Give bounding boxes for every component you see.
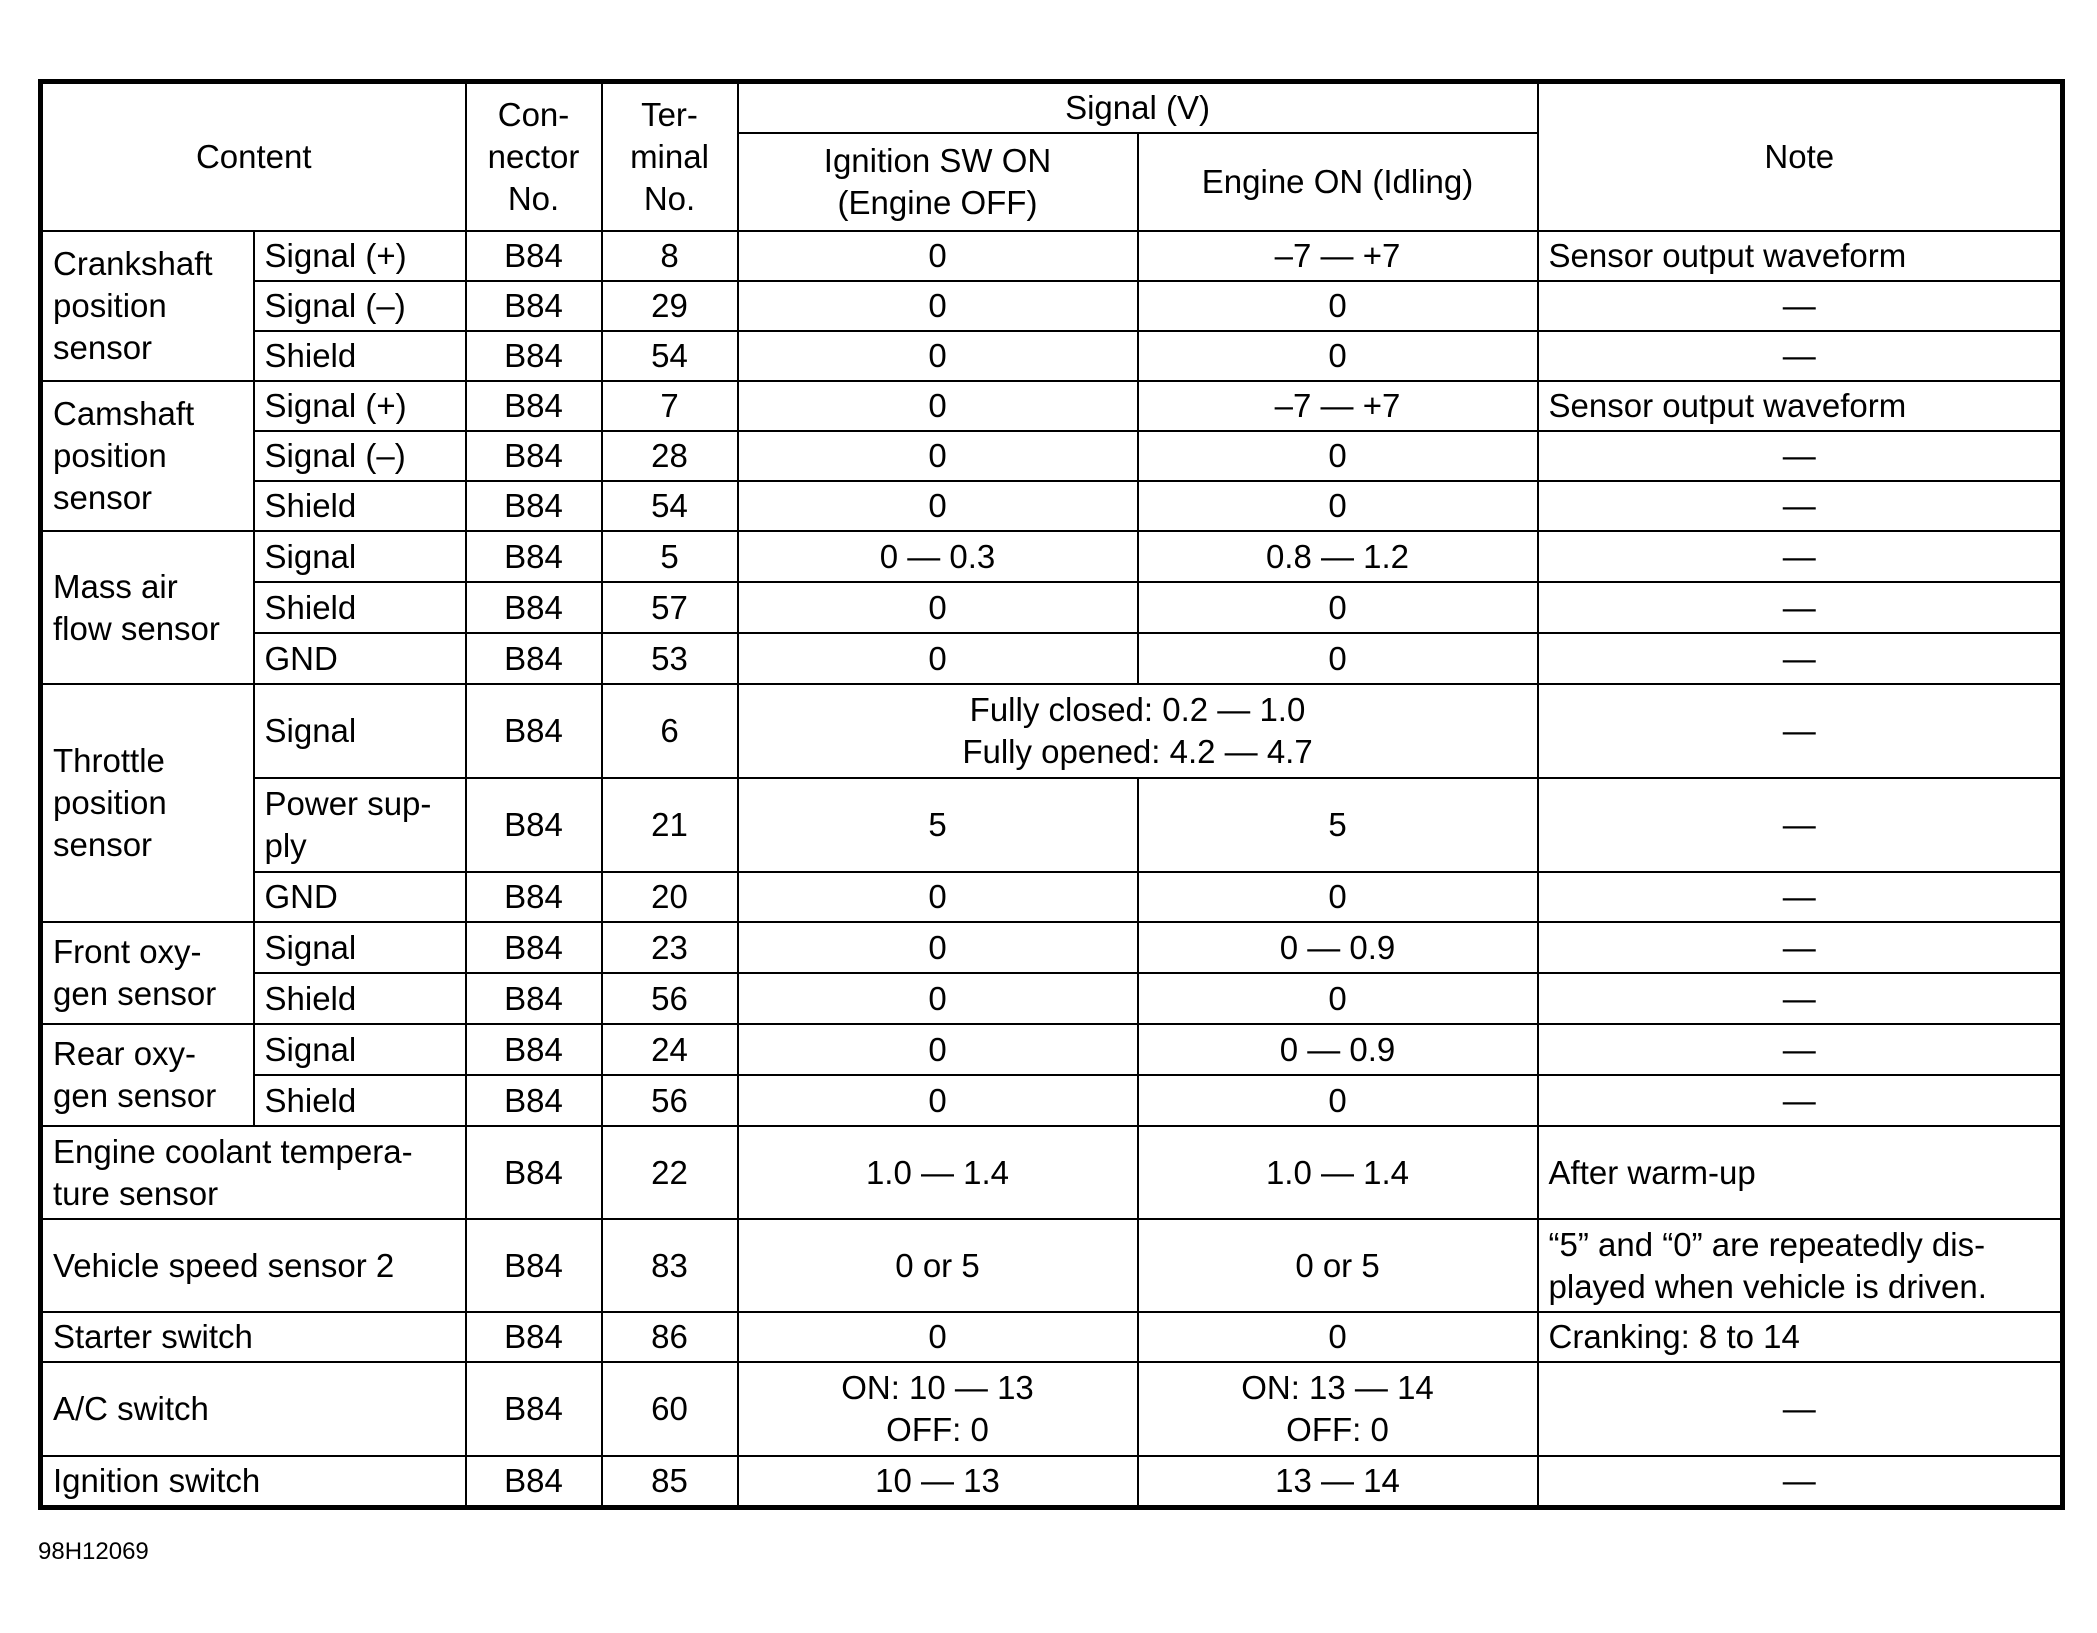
ignition-on-cell: 10 — 13 [738,1456,1138,1508]
connector-cell: B84 [466,872,602,922]
connector-cell: B84 [466,582,602,633]
terminal-cell: 23 [602,922,738,973]
table-row [41,1219,2063,1312]
note-cell: “5” and “0” are repeatedly dis- played when vehicle is driven. [1538,1219,2063,1312]
header-terminal: Ter- minal No. [602,82,738,232]
ignition-on-cell: 0 [738,872,1138,922]
row-group-label: Rear oxy- gen sensor [41,1024,254,1126]
terminal-cell: 83 [602,1219,738,1312]
connector-cell: B84 [466,973,602,1024]
note-cell: — [1538,582,2063,633]
terminal-cell: 20 [602,872,738,922]
table-row [41,778,2063,872]
terminal-cell: 5 [602,531,738,582]
connector-cell: B84 [466,1024,602,1075]
note-cell: — [1538,431,2063,481]
row-label: Ignition switch [41,1456,466,1508]
terminal-cell: 28 [602,431,738,481]
connector-cell: B84 [466,922,602,973]
row-label: Starter switch [41,1312,466,1362]
engine-on-cell: 0 [1138,1075,1538,1126]
connector-cell: B84 [466,431,602,481]
table-row [41,1075,2063,1126]
connector-cell: B84 [466,778,602,872]
ignition-on-cell: 0 [738,331,1138,381]
ignition-on-cell: 0 [738,381,1138,431]
table-row [41,281,2063,331]
table-row [41,231,2063,281]
document-code: 98H12069 [38,1538,149,1565]
connector-cell: B84 [466,281,602,331]
engine-on-cell: 0 [1138,481,1538,531]
note-cell: — [1538,481,2063,531]
note-cell: — [1538,633,2063,684]
note-cell: After warm-up [1538,1126,2063,1219]
note-cell: Sensor output waveform [1538,381,2063,431]
terminal-cell: 56 [602,1075,738,1126]
engine-on-cell: 0 [1138,973,1538,1024]
ignition-on-cell: 0 [738,922,1138,973]
ignition-on-cell: 1.0 — 1.4 [738,1126,1138,1219]
ignition-on-cell: 0 [738,1024,1138,1075]
connector-cell: B84 [466,1456,602,1508]
connector-cell: B84 [466,1312,602,1362]
note-cell: — [1538,973,2063,1024]
connector-cell: B84 [466,1362,602,1456]
row-group-label: Camshaft position sensor [41,381,254,531]
note-cell: — [1538,1362,2063,1456]
engine-on-cell: 0 [1138,582,1538,633]
row-sub-label: Shield [254,481,466,531]
ignition-on-cell: 0 or 5 [738,1219,1138,1312]
table-row [41,1456,2063,1508]
connector-cell: B84 [466,481,602,531]
engine-on-cell: –7 — +7 [1138,381,1538,431]
terminal-cell: 8 [602,231,738,281]
engine-on-cell: ON: 13 — 14 OFF: 0 [1138,1362,1538,1456]
engine-on-cell: –7 — +7 [1138,231,1538,281]
header-signal: Signal (V) [738,82,1538,134]
note-cell: — [1538,1075,2063,1126]
terminal-cell: 29 [602,281,738,331]
row-sub-label: Power sup- ply [254,778,466,872]
terminal-cell: 54 [602,331,738,381]
note-cell: — [1538,331,2063,381]
terminal-cell: 54 [602,481,738,531]
row-label: Vehicle speed sensor 2 [41,1219,466,1312]
row-sub-label: GND [254,633,466,684]
terminal-cell: 6 [602,684,738,778]
ignition-on-cell: 0 [738,281,1138,331]
engine-on-cell: 5 [1138,778,1538,872]
row-sub-label: Shield [254,331,466,381]
ignition-on-cell: ON: 10 — 13 OFF: 0 [738,1362,1138,1456]
table-row [41,481,2063,531]
engine-on-cell: 0 [1138,281,1538,331]
ignition-on-cell: 0 [738,633,1138,684]
row-sub-label: Signal (+) [254,381,466,431]
note-cell: — [1538,1456,2063,1508]
row-sub-label: Signal (+) [254,231,466,281]
note-cell: — [1538,778,2063,872]
ignition-on-cell: 0 [738,973,1138,1024]
header-row [41,82,2063,134]
table-row [41,531,2063,582]
header-content: Content [41,82,466,232]
engine-on-cell: 0 [1138,1312,1538,1362]
engine-on-cell: 0 [1138,633,1538,684]
table-row [41,582,2063,633]
note-cell: — [1538,922,2063,973]
connector-cell: B84 [466,1126,602,1219]
terminal-cell: 22 [602,1126,738,1219]
engine-on-cell: 0 — 0.9 [1138,1024,1538,1075]
table-row [41,872,2063,922]
row-group-label: Throttle position sensor [41,684,254,922]
table-row [41,1312,2063,1362]
table-row [41,684,2063,778]
row-group-label: Front oxy- gen sensor [41,922,254,1024]
table-row [41,973,2063,1024]
ignition-on-cell: 5 [738,778,1138,872]
row-sub-label: Shield [254,973,466,1024]
row-sub-label: Signal [254,531,466,582]
note-cell: — [1538,684,2063,778]
row-sub-label: Shield [254,582,466,633]
connector-cell: B84 [466,684,602,778]
ignition-on-cell: 0 [738,1312,1138,1362]
header-note: Note [1538,82,2063,232]
terminal-cell: 60 [602,1362,738,1456]
terminal-cell: 57 [602,582,738,633]
connector-cell: B84 [466,1075,602,1126]
header-ignition-on: Ignition SW ON (Engine OFF) [738,133,1138,231]
ignition-on-cell: 0 [738,1075,1138,1126]
terminal-cell: 24 [602,1024,738,1075]
row-sub-label: Signal [254,1024,466,1075]
row-sub-label: Shield [254,1075,466,1126]
table-row [41,1362,2063,1456]
row-sub-label: Signal [254,684,466,778]
table-row [41,381,2063,431]
engine-on-cell: 0.8 — 1.2 [1138,531,1538,582]
table-row [41,431,2063,481]
engine-on-cell: 0 — 0.9 [1138,922,1538,973]
header-connector: Con- nector No. [466,82,602,232]
connector-cell: B84 [466,331,602,381]
engine-on-cell: 0 [1138,331,1538,381]
connector-cell: B84 [466,381,602,431]
engine-on-cell: 0 [1138,431,1538,481]
table-row [41,633,2063,684]
header-engine-on: Engine ON (Idling) [1138,133,1538,231]
row-sub-label: GND [254,872,466,922]
note-cell: Cranking: 8 to 14 [1538,1312,2063,1362]
ignition-on-cell: 0 [738,231,1138,281]
engine-on-cell: 0 or 5 [1138,1219,1538,1312]
note-cell: — [1538,281,2063,331]
note-cell: — [1538,531,2063,582]
row-sub-label: Signal (–) [254,431,466,481]
connector-cell: B84 [466,633,602,684]
terminal-cell: 53 [602,633,738,684]
engine-on-cell: 0 [1138,872,1538,922]
row-label: Engine coolant tempera- ture sensor [41,1126,466,1219]
ignition-on-cell: 0 [738,481,1138,531]
note-cell: — [1538,1024,2063,1075]
table-row [41,1126,2063,1219]
terminal-cell: 86 [602,1312,738,1362]
note-cell: — [1538,872,2063,922]
row-sub-label: Signal [254,922,466,973]
table-row [41,1024,2063,1075]
terminal-cell: 56 [602,973,738,1024]
table-row [41,922,2063,973]
note-cell: Sensor output waveform [1538,231,2063,281]
terminal-cell: 21 [602,778,738,872]
terminal-cell: 7 [602,381,738,431]
signal-table [38,79,2065,1510]
row-sub-label: Signal (–) [254,281,466,331]
connector-cell: B84 [466,531,602,582]
row-group-label: Crankshaft position sensor [41,231,254,381]
merged-signal-cell: Fully closed: 0.2 — 1.0 Fully opened: 4.2 — 4.7 [738,684,1538,778]
row-label: A/C switch [41,1362,466,1456]
ignition-on-cell: 0 — 0.3 [738,531,1138,582]
connector-cell: B84 [466,1219,602,1312]
engine-on-cell: 13 — 14 [1138,1456,1538,1508]
row-group-label: Mass air flow sensor [41,531,254,684]
engine-on-cell: 1.0 — 1.4 [1138,1126,1538,1219]
connector-cell: B84 [466,231,602,281]
spec-sheet [38,79,2060,1510]
ignition-on-cell: 0 [738,582,1138,633]
table-row [41,331,2063,381]
ignition-on-cell: 0 [738,431,1138,481]
terminal-cell: 85 [602,1456,738,1508]
